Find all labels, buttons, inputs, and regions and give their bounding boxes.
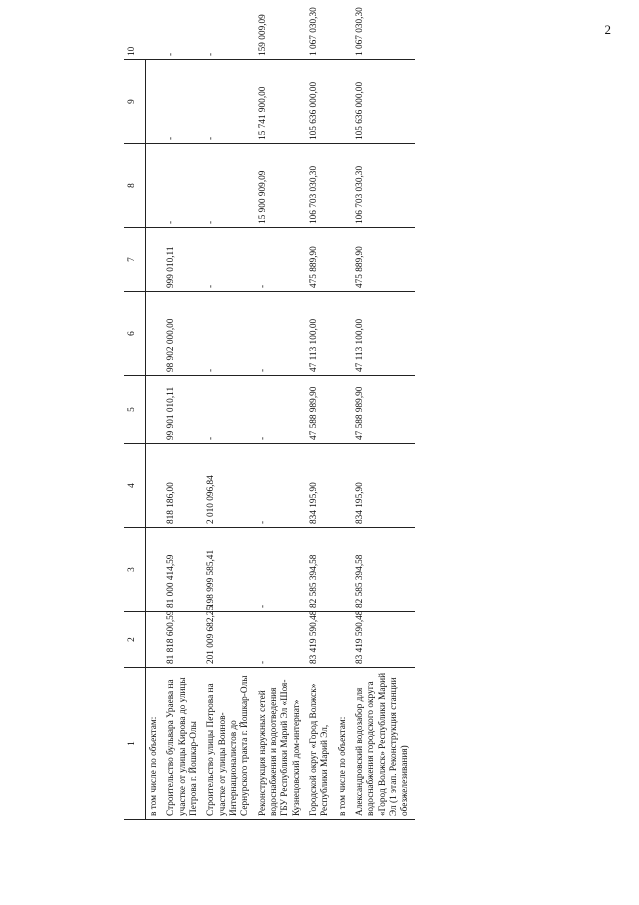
table-cell: 98 902 000,00 (163, 292, 203, 376)
table-cell: 834 195,90 (306, 444, 335, 528)
table-cell: - (255, 292, 306, 376)
rotated-table-container (124, 7, 554, 820)
table-cell: 2 010 096,84 (203, 444, 254, 528)
table-cell: Строительство улицы Петрова на участке от улицы Воинов-Интернационалистов до Сернурского тракта г. Йошкар-Олы (203, 668, 254, 820)
table-cell: 818 186,00 (163, 444, 203, 528)
table-cell: 82 585 394,58 (306, 528, 335, 612)
table-cell: 475 889,90 (306, 228, 335, 292)
table-cell: - (203, 228, 254, 292)
table-cell: - (255, 376, 306, 444)
col-header: 9 (124, 60, 146, 144)
table-row (146, 60, 164, 820)
table-cell: - (255, 228, 306, 292)
table-cell (335, 60, 352, 144)
table-cell: 81 818 600,59 (163, 612, 203, 668)
table-cell: 198 999 585,41 (203, 528, 254, 612)
budget-table (124, 7, 415, 820)
table-cell (146, 612, 164, 668)
table-cell: 81 000 414,59 (163, 528, 203, 612)
col-header: 3 (124, 528, 146, 612)
table-cell: 999 010,11 (163, 228, 203, 292)
col-header: 6 (124, 292, 146, 376)
table-cell: 106 703 030,30 (352, 144, 415, 228)
table-cell: 82 585 394,58 (352, 528, 415, 612)
table-cell: 105 636 000,00 (306, 60, 335, 144)
col-header: 8 (124, 144, 146, 228)
table-cell: Строительство бульвара Ураева на участке от улицы Кирова до улицы Петрова г. Йошкар-Олы (163, 668, 203, 820)
col-header: 7 (124, 228, 146, 292)
table-cell (335, 228, 352, 292)
table-cell: 106 703 030,30 (306, 144, 335, 228)
table-cell: - (255, 528, 306, 612)
table-cell: Городской округ «Город Волжск» Республики Марий Эл, (306, 668, 335, 820)
table-cell (146, 228, 164, 292)
table-row (335, 60, 352, 820)
table-cell: 99 901 010,11 (163, 376, 203, 444)
table-cell (335, 144, 352, 228)
table-row: Городской округ «Город Волжск» Республики Марий Эл, 83 419 590,48 82 585 394,58 834 195,90 47 588 989,90 47 113 100,00 475 889,90 106 703 030,30 105 636 000,00 1 067 030,30 (306, 60, 335, 820)
table-cell: - (203, 144, 254, 228)
table-cell (335, 444, 352, 528)
table-cell (335, 528, 352, 612)
table-row: Строительство улицы Петрова на участке от улицы Воинов-Интернационалистов до Сернурского тракта г. Йошкар-Олы 201 009 682,25 198 999 585,41 2 010 096,84 - - - - - - (203, 60, 254, 820)
table-row: Строительство бульвара Ураева на участке от улицы Кирова до улицы Петрова г. Йошкар-Олы 81 818 600,59 81 000 414,59 818 186,00 99 901 010,11 98 902 000,00 999 010,11 - - - (163, 60, 203, 820)
header-row: 1 2 3 4 5 6 7 8 9 10 (124, 60, 146, 820)
table-cell: - (203, 60, 254, 144)
table-cell: 15 741 900,00 (255, 60, 306, 144)
table-cell: 105 636 000,00 (352, 60, 415, 144)
table-cell: - (163, 60, 203, 144)
table-cell: - (203, 292, 254, 376)
table-cell (146, 376, 164, 444)
table-cell (146, 60, 164, 144)
table-cell: - (203, 376, 254, 444)
table-cell: 47 113 100,00 (352, 292, 415, 376)
col-header: 4 (124, 444, 146, 528)
table-cell: 475 889,90 (352, 228, 415, 292)
table-cell: 47 588 989,90 (352, 376, 415, 444)
page-number: 2 (604, 22, 611, 37)
table-cell: Реконструкция наружных сетей водоснабжения и водоотведения ГБУ Республики Марий Эл «Шоя-Кузнецовский дом-интернат» (255, 668, 306, 820)
table-cell (335, 612, 352, 668)
table-cell: в том числе по объектам: (146, 668, 164, 820)
table-cell: 47 113 100,00 (306, 292, 335, 376)
table-cell: 83 419 590,48 (352, 612, 415, 668)
table-cell: 15 900 909,09 (255, 144, 306, 228)
table-cell: Александровский водозабор для водоснабжения городского округа «Город Волжск» Республики Марий Эл (1 этап. Реконструкция станции обезжелезивания) (352, 668, 415, 820)
col-header: 1 (124, 668, 146, 820)
table-cell: - (255, 612, 306, 668)
table-cell (146, 292, 164, 376)
table-cell (335, 376, 352, 444)
table-cell: 201 009 682,25 (203, 612, 254, 668)
table-cell: 83 419 590,48 (306, 612, 335, 668)
table-cell (146, 528, 164, 612)
table-cell: 47 588 989,90 (306, 376, 335, 444)
table-cell: - (255, 444, 306, 528)
table-cell: в том числе по объектам: (335, 668, 352, 820)
table-cell: - (163, 144, 203, 228)
table-cell (146, 144, 164, 228)
table-cell: 834 195,90 (352, 444, 415, 528)
col-header: 2 (124, 612, 146, 668)
table-row: Александровский водозабор для водоснабжения городского округа «Город Волжск» Республики Марий Эл (1 этап. Реконструкция станции обезжелезивания) 83 419 590,48 82 585 394,58 834 195,90 47 588 989,90 47 113 100,00 475 889,90 106 703 030,30 105 636 000,00 1 067 030,30 (352, 60, 415, 820)
col-header: 5 (124, 376, 146, 444)
table-cell (335, 292, 352, 376)
table-row: Реконструкция наружных сетей водоснабжения и водоотведения ГБУ Республики Марий Эл «Шоя-Кузнецовский дом-интернат» - - - - - - 15 900 909,09 15 741 900,00 159 009,09 (255, 60, 306, 820)
table-cell (146, 444, 164, 528)
